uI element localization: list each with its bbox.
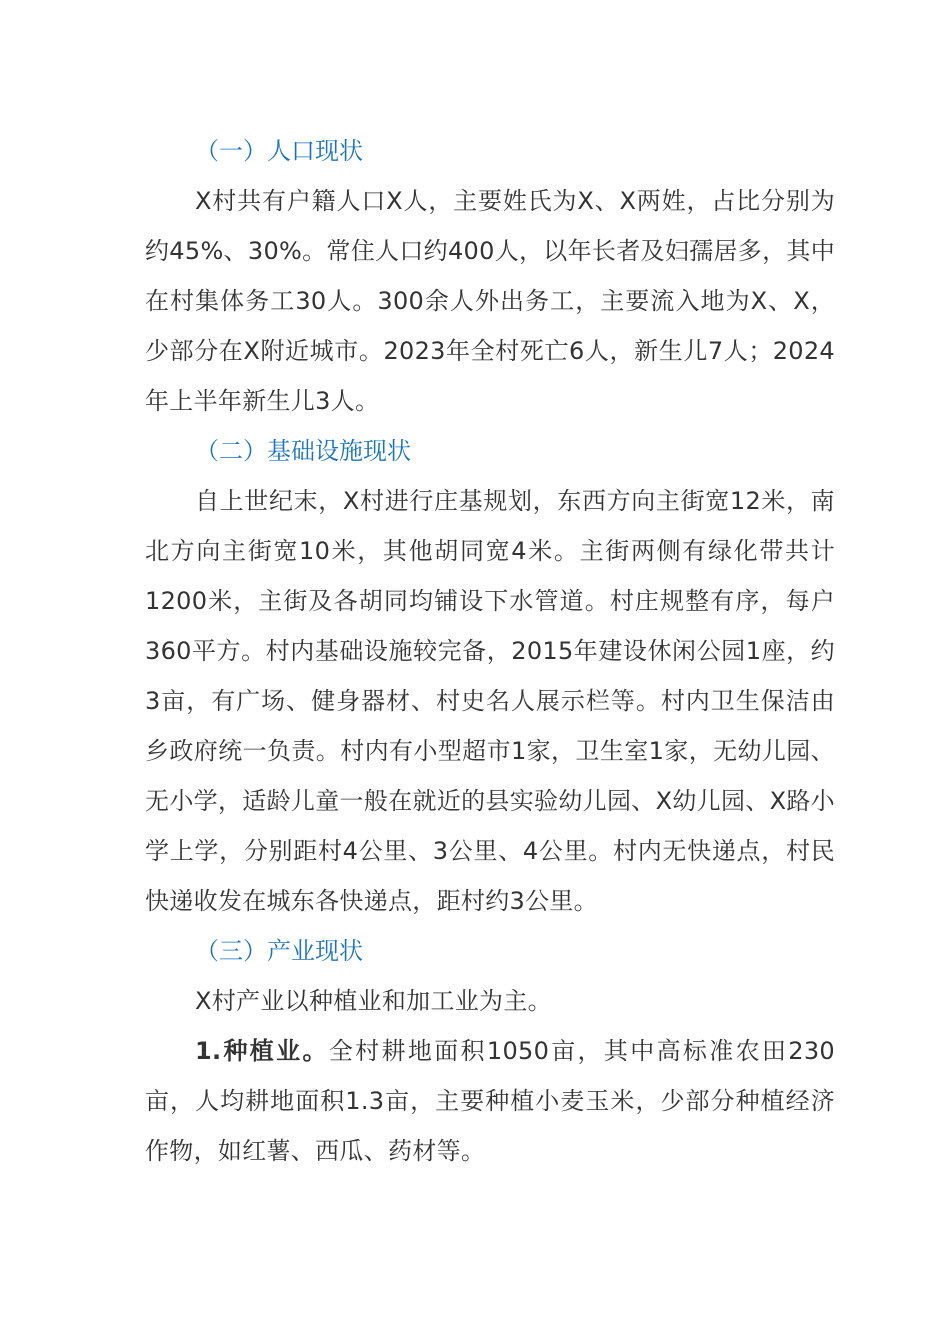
document-body [145,126,835,1176]
planting-text: 全村耕地面积1050亩，其中高标准农田230亩，人均耕地面积1.3亩，主要种植小麦玉米，少部分种植经济作物，如红薯、西瓜、药材等。 [145,1037,835,1165]
section-heading-population: （一）人口现状 [195,137,363,165]
planting-lead: 1.种植业。 [195,1037,329,1065]
paragraph-planting [145,1026,835,1176]
paragraph-population: X村共有户籍人口X人，主要姓氏为X、X两姓，占比分别为约45%、30%。常住人口约400人，以年长者及妇孺居多，其中在村集体务工30人。300余人外出务工，主要流入地为X、X，少部分在X附近城市。2023年全村死亡6人，新生儿7人；2024年上半年新生儿3人。 [145,187,835,415]
section-heading-industry: （三）产业现状 [195,937,363,965]
section-heading-infrastructure: （二）基础设施现状 [195,437,411,465]
paragraph-infrastructure: 自上世纪末，X村进行庄基规划，东西方向主街宽12米，南北方向主街宽10米，其他胡同宽4米。主街两侧有绿化带共计1200米，主街及各胡同均铺设下水管道。村庄规整有序，每户360平方。村内基础设施较完备，2015年建设休闲公园1座，约3亩，有广场、健身器材、村史名人展示栏等。村内卫生保洁由乡政府统一负责。村内有小型超市1家，卫生室1家，无幼儿园、无小学，适龄儿童一般在就近的县实验幼儿园、X幼儿园、X路小学上学，分别距村4公里、3公里、4公里。村内无快递点，村民快递收发在城东各快递点，距村约3公里。 [145,487,835,915]
paragraph-industry-intro: X村产业以种植业和加工业为主。 [195,987,552,1015]
